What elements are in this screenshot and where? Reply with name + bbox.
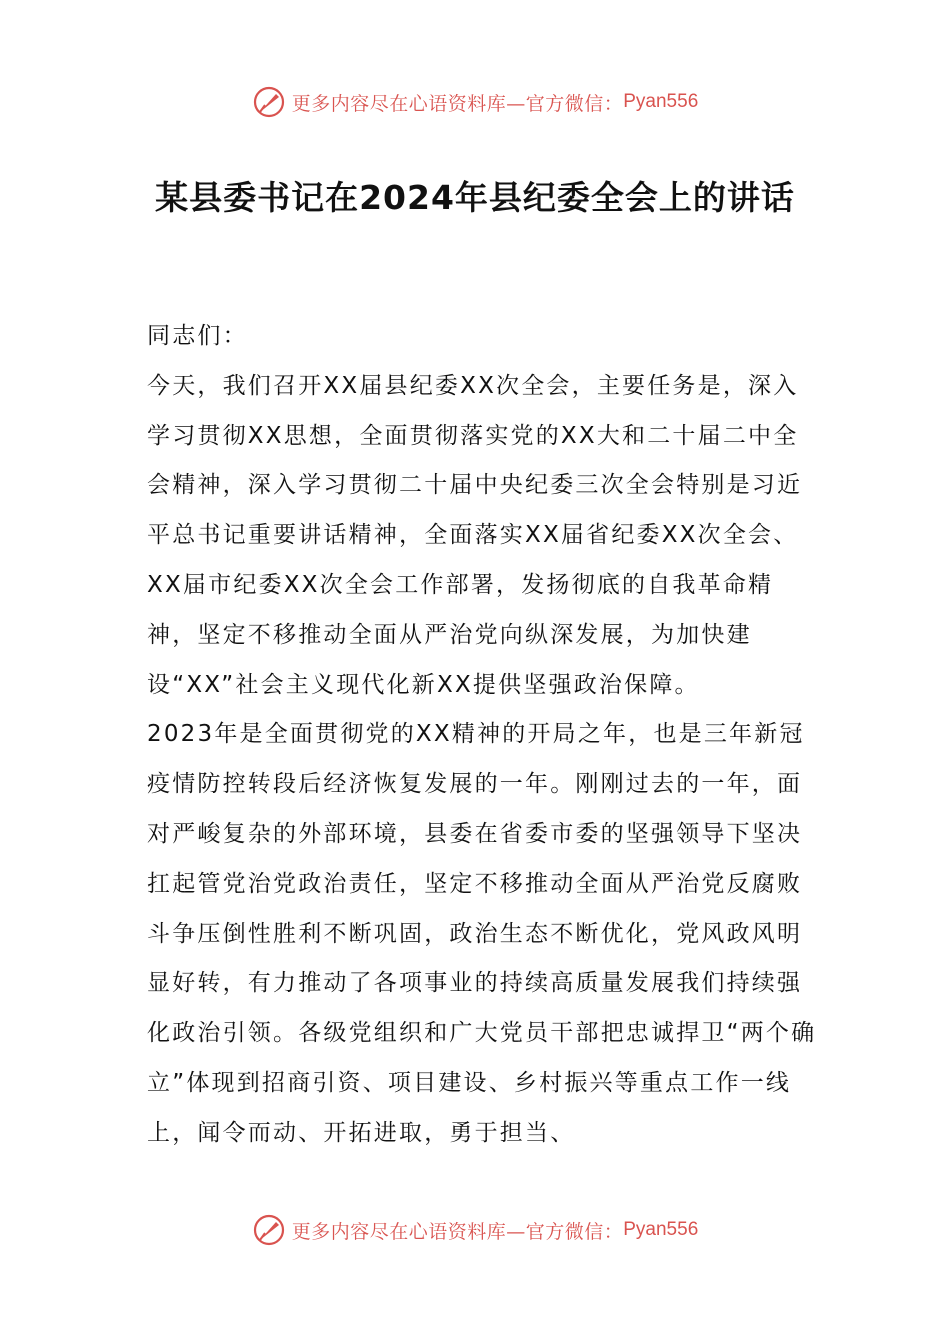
paragraph-1: 今天，我们召开XX届县纪委XX次全会，主要任务是，深入学习贯彻XX思想，全面贯彻落实党的XX大和二十届二中全会精神，深入学习贯彻二十届中央纪委三次全会特别是习近平总书记重要讲话精神，全面落实XX届省纪委XX次全会、XX届市纪委XX次全会工作部署，发扬彻底的自我革命精神，坚定不移推动全面从严治党向纵深发展，为加快建设“XX”社会主义现代化新XX提供坚强政治保障。 — [147, 372, 803, 698]
quill-logo-icon — [252, 85, 286, 119]
banner-text: 更多内容尽在心语资料库—官方微信： — [291, 92, 624, 115]
quill-logo-icon — [252, 1213, 286, 1247]
banner-text: 更多内容尽在心语资料库—官方微信： — [291, 1220, 624, 1243]
header-banner — [0, 82, 950, 122]
paragraph-2: 2023年是全面贯彻党的XX精神的开局之年，也是三年新冠疫情防控转段后经济恢复发展的一年。刚刚过去的一年，面对严峻复杂的外部环境，县委在省委市委的坚强领导下坚决扛起管党治党政治责任，坚定不移推动全面从严治党反腐败斗争压倒性胜利不断巩固，政治生态不断优化，党风政风明显好转，有力推动了各项事业的持续高质量发展我们持续强化政治引领。各级党组织和广大党员干部把忠诚捍卫“两个确立”体现到招商引资、项目建设、乡村振兴等重点工作一线上，闻令而动、开拓进取，勇于担当、 — [147, 721, 817, 1146]
greeting: 同志们： — [147, 323, 248, 349]
footer-banner — [0, 1210, 950, 1250]
page-title: 某县委书记在2024年县纪委全会上的讲话 — [155, 178, 795, 217]
wechat-id: Pyan556 — [623, 1219, 699, 1240]
wechat-id: Pyan556 — [623, 91, 699, 112]
speech-body — [147, 312, 817, 1159]
